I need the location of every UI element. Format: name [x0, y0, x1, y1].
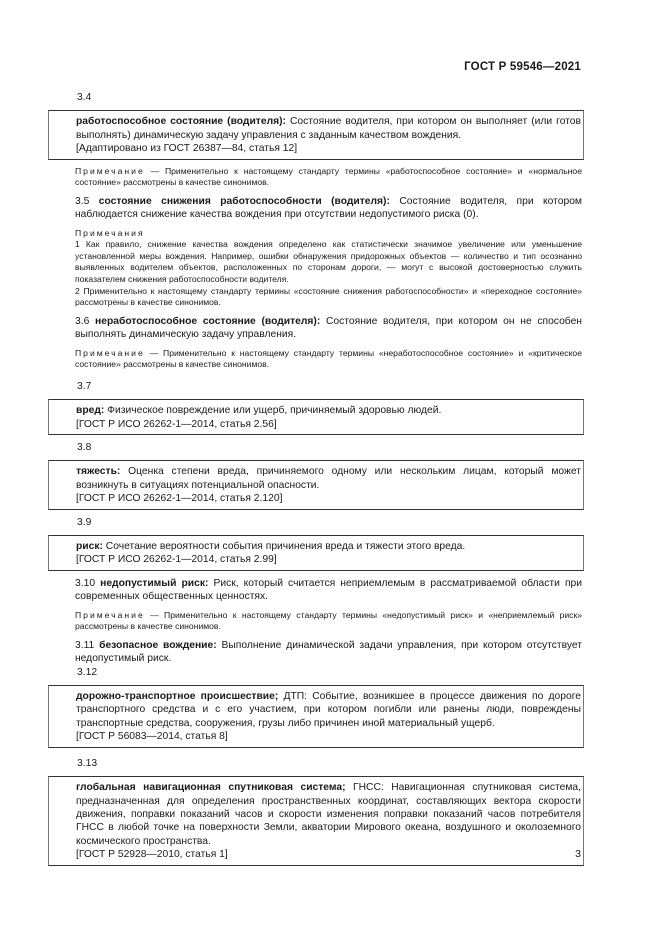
reference-3-7: [ГОСТ Р ИСО 26262-1—2014, статья 2.56] — [76, 418, 277, 430]
definition-3-13: ГНСС: Навигационная спутниковая система, предназначенная для определения пространственных координат, составляющих вектора скорости движения, поправки показаний часов и скорости изменения поправки показаний часов потребителя ГНСС в любой точке на поверхности Земли, акватории Мирового океана, воздушного и околоземного космического пространства. — [76, 782, 581, 847]
term-3-9: риск: — [76, 541, 103, 553]
section-number-3-6: 3.6 — [75, 315, 90, 327]
section-number-3-5: 3.5 — [75, 195, 90, 207]
term-3-11: безопасное вождение: — [99, 639, 217, 651]
note-label-3-4: Примечание — [75, 165, 145, 176]
section-number-3-12: 3.12 — [77, 666, 98, 678]
section-number-3-13: 3.13 — [77, 757, 98, 769]
page-number: 3 — [575, 848, 581, 860]
term-3-6: неработоспособное состояние (водителя): — [95, 315, 321, 327]
term-box-3-8 — [48, 460, 584, 509]
term-3-7: вред: — [76, 405, 105, 417]
term-box-3-9 — [48, 535, 584, 571]
term-box-3-13 — [48, 776, 584, 865]
note-3-4: — Применительно к настоящему стандарту термины «работоспособное состояние» и «нормальное состояние» рассмотрены в качестве синонимов. — [75, 165, 582, 188]
term-box-3-12 — [48, 685, 584, 748]
reference-3-13: [ГОСТ Р 52928—2010, статья 1] — [76, 849, 228, 861]
note-label-3-10: Примечание — [75, 609, 145, 620]
definition-3-11: Выполнение динамической задачи управления, при котором отсутствует недопустимый риск. — [75, 639, 582, 665]
term-3-4: работоспособное состояние (водителя): — [76, 116, 286, 128]
section-number-3-4: 3.4 — [77, 92, 92, 103]
term-3-8: тяжесть: — [76, 466, 121, 478]
section-number-3-7: 3.7 — [77, 380, 92, 392]
reference-3-8: [ГОСТ Р ИСО 26262-1—2014, статья 2.120] — [76, 493, 283, 505]
definition-3-6: Состояние водителя, при котором он не способен выполнять динамическую задачу управления. — [75, 315, 582, 341]
definition-3-10: Риск, который считается неприемлемым в рассматриваемой области при современных общественных ценностях. — [75, 577, 582, 603]
document-id: ГОСТ Р 59546—2021 — [464, 61, 581, 73]
note2-3-5: 2 Применительно к настоящему стандарту термины «состояние снижения работоспособности» и «переходное состояние» рассмотрены в качестве синонимов. — [75, 285, 582, 308]
notes-label-3-5: Примечания — [75, 227, 145, 238]
definition-3-5: Состояние водителя, при котором наблюдается снижение качества вождения при отсутствии недопустимого риска (0). — [75, 195, 583, 221]
note-label-3-6: Примечание — [75, 347, 145, 358]
section-number-3-9: 3.9 — [77, 516, 92, 528]
reference-3-12: [ГОСТ Р 56083—2014, статья 8] — [76, 731, 228, 743]
section-number-3-11: 3.11 — [75, 639, 95, 651]
term-3-10: недопустимый риск: — [100, 577, 209, 589]
note-3-6: — Применительно к настоящему стандарту термины «неработоспособное состояние» и «критическое состояние» рассмотрены в качестве синонимов. — [75, 347, 582, 370]
term-3-12: дорожно-транспортное происшествие; — [76, 691, 279, 703]
note-3-10: — Применительно к настоящему стандарту термины «недопустимый риск» и «неприемлемый риск» рассмотрены в качестве синонимов. — [75, 609, 582, 632]
term-3-5: состояние снижения работоспособности (водителя): — [98, 195, 390, 207]
term-box-3-4 — [48, 110, 584, 159]
definition-3-12: ДТП: Событие, возникшее в процессе движения по дороге транспортного средства и с его участием, при котором погибли или ранены люди, повреждены транспортные средства, сооружения, грузы либо причинен иной материальный ущерб. — [76, 691, 581, 729]
definition-3-8: Оценка степени вреда, причиняемого одному или нескольким лицам, который может возникнуть в ситуациях потенциальной опасности. — [76, 466, 581, 491]
page-content — [75, 91, 582, 866]
note1-3-5: 1 Как правило, снижение качества вождения определено как статистически значимое увеличение или уменьшение установленной меры вождения. Например, ошибки обнаружения придорожных объектов — количество и тип осознанно выявленных водителем объектов, расположенных по сторонам дороги, — могут с высокой достоверностью служить показателем снижения работоспособности водителя. — [75, 239, 582, 284]
reference-3-9: [ГОСТ Р ИСО 26262-1—2014, статья 2.99] — [76, 554, 277, 566]
definition-3-9: Сочетание вероятности события причинения вреда и тяжести этого вреда. — [102, 541, 466, 553]
definition-3-4: Состояние водителя, при котором он выполняет (или готов выполнять) динамическую задачу управления с заданным качеством вождения. — [76, 116, 582, 141]
term-box-3-7 — [48, 399, 584, 435]
definition-3-7: Физическое повреждение или ущерб, причиняемый здоровью людей. — [104, 405, 442, 417]
reference-3-4: [Адаптировано из ГОСТ 26387—84, статья 12] — [76, 143, 298, 155]
section-number-3-8: 3.8 — [77, 442, 92, 453]
term-3-13: глобальная навигационная спутниковая система; — [76, 782, 346, 794]
section-number-3-10: 3.10 — [75, 577, 96, 589]
